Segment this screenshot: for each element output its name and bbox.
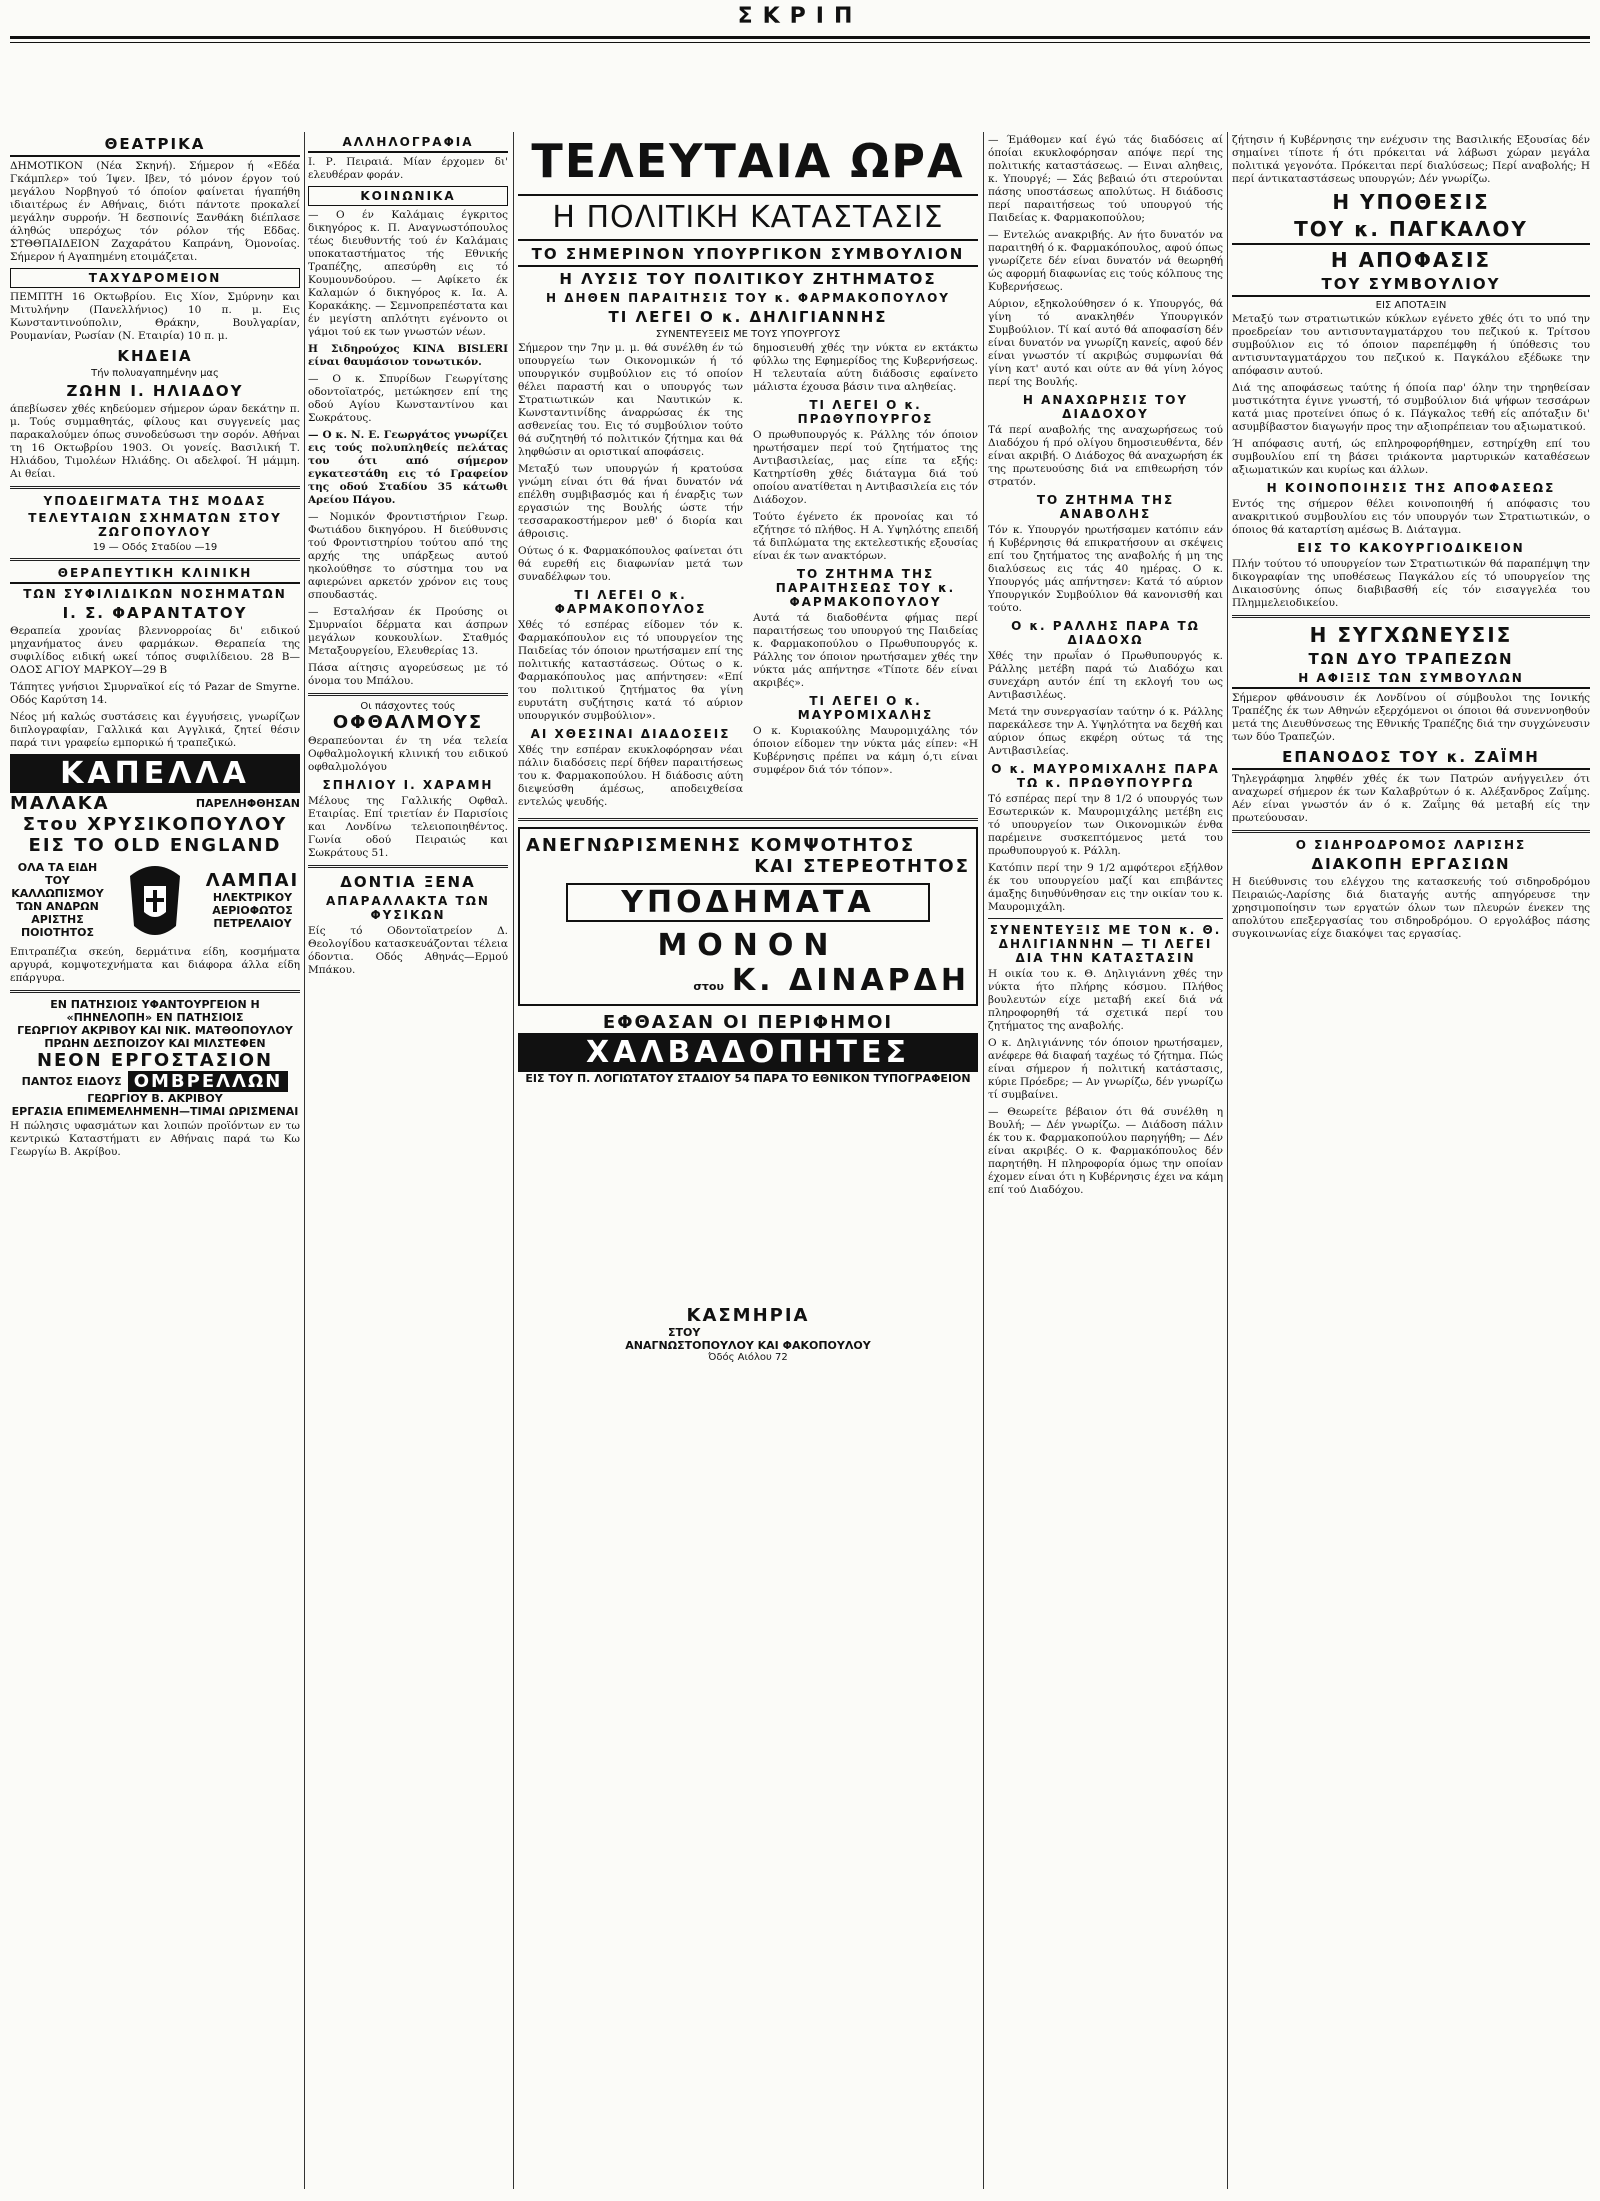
column-5 <box>1232 132 1590 2189</box>
lead-text-8: Τούτο έγένετο έκ προνοίας και τό εζήτησε τό πλήθος. Η Α. Υψηλότης επειδή τά διπλώματα της εκτελεστικής εξουσίας είναι έκ των ανακτόρων. <box>753 511 978 562</box>
aeriofotos: ΑΕΡΙΟΦΩΤΟΣ <box>212 904 293 917</box>
c4-text-7: Μετά την συνεργασίαν ταύτην ό κ. Ράλλης παρεκάλεσε την Α. Υψηλότητα να δεχθή και αύριον όπως εκφέρη ούτως τά της Αντιβασιλείας. <box>988 706 1223 757</box>
c5-heading-5: Ο ΣΙΔΗΡΟΔΡΟΜΟΣ ΛΑΡΙΣΗΣ <box>1295 838 1527 852</box>
divider <box>988 918 1223 919</box>
ad-anegnorismeni: ΑΝΕΓΝΩΡΙΣΜΕΝΗΣ ΚΟΜΨΟΤΗΤΟΣ <box>526 835 916 856</box>
c4-text-6: Χθές την πρωΐαν ό Πρωθυπουργός κ. Ράλλης μετέβη παρά τώ Διαδόχω και συνεχάρη αυτόν έπί τη εκλογή του ως Αντιβασιλέως. <box>988 650 1223 701</box>
divider <box>308 693 508 696</box>
ad-address: Όδός Αιόλου 72 <box>708 1352 788 1363</box>
c5-heading-5b: ΔΙΑΚΟΠΗ ΕΡΓΑΣΙΩΝ <box>1311 855 1511 873</box>
c4-subhead-1: Η ΑΝΑΧΩΡΗΣΙΣ ΤΟΥ ΔΙΑΔΟΧΟΥ <box>1022 393 1189 421</box>
aristis: ΑΡΙΣΤΗΣ <box>31 913 84 926</box>
c5-heading-4: ΕΠΑΝΟΔΟΣ ΤΟΥ κ. ΖΑΪΜΗ <box>1232 748 1590 770</box>
lead-subtitle: Η ΠΟΛΙΤΙΚΗ ΚΑΤΑΣΤΑΣΙΣ <box>518 194 978 241</box>
masthead <box>0 0 1600 128</box>
divider <box>518 818 978 821</box>
subhead-farmakopoulos: ΤΙ ΛΕΓΕΙ Ο κ. ΦΑΡΜΑΚΟΠΟΥΛΟΣ <box>554 588 707 616</box>
spacer <box>518 1085 978 1305</box>
c5-text-1: ζήτησιν ή Κυβέρνησις την ενέχυσιν της Βασιλικής Εξουσίας δέν σημαίνει τίποτε ή ότι πρόκειται νά λάβωσι χώραν μεγάλα πολιτικά γεγονότα. Πρόκειται περί διαλύσεως; Περί αναβολής; Η περί άντικαταστάσεως υπουργών; Δέν γνωρίζω. <box>1232 134 1590 185</box>
ombrellon-ad: ΟΜΒΡΕΛΛΩΝ <box>128 1071 289 1092</box>
c4-subhead-5: ΣΥΝΕΝΤΕΥΞΙΣ ΜΕ ΤΟΝ κ. Θ. ΔΗΛΙΓΙΑΝΝΗΝ — ΤΙ ΛΕΓΕΙ ΔΙΑ ΤΗΝ ΚΑΤΑΣΤΑΣΙΝ <box>989 923 1222 965</box>
ilektrikou: ΗΛΕΚΤΡΙΚΟΥ <box>212 891 293 904</box>
epitrapezia-text: Επιτραπέζια σκεύη, δερμάτινα είδη, κοσμήματα αργυρά, κομψοτεχνήματα και διάφορα άλλα είδη επάργυρα. <box>10 946 300 984</box>
chrysikopoulou-ad: Στου ΧΡΥΣΙΚΟΠΟΥΛΟΥ <box>22 814 288 835</box>
ad-anagnostopoulou: ΑΝΑΓΝΩΣΤΟΠΟΥΛΟΥ ΚΑΙ ΦΑΚΟΠΟΥΛΟΥ <box>625 1339 871 1352</box>
ad-stereotitos: ΚΑΙ ΣΤΕΡΕΟΤΗΤΟΣ <box>754 856 970 877</box>
column-divider <box>983 132 984 2189</box>
old-england-left <box>10 861 105 939</box>
headline-deligiannis: ΤΙ ΛΕΓΕΙ Ο κ. ΔΗΛΙΓΙΑΝΝΗΣ <box>608 308 888 326</box>
c4-text-10: Η οικία του κ. Θ. Δηλιγιάννη χθές την νύκτα ήτο πλήρης κόσμου. Πλήθος βουλευτών είχε μεταβή εκεί διά νά πληροφορηθή τά σχετικά περί του ζητήματος της αναβολής. <box>988 968 1223 1032</box>
ad-logiotatou: ΕΙΣ ΤΟΥ Π. ΛΟΓΙΩΤΑΤΟΥ ΣΤΑΔΙΟΥ 54 ΠΑΡΑ ΤΟ ΕΘΝΙΚΟΝ ΤΥΠΟΓΡΑΦΕΙΟΝ <box>525 1072 971 1085</box>
lead-text-5: Χθές την εσπέραν εκυκλοφόρησαν νέαι πάλιν διαδόσεις περί δήθεν παραιτήσεως του κ. Φαρμακοπούλου. Η διάδοσις αύτη διεψεύσθη άμέσως, αποδειχθείσα εντελώς ψευδής. <box>518 744 743 808</box>
c5-heading-1: Η ΥΠΟΘΕΣΙΣ <box>1332 190 1490 214</box>
c5-heading-2c: ΕΙΣ ΑΠΟΤΑΞΙΝ <box>1375 300 1447 311</box>
ad-stou2: ΣΤΟΥ <box>668 1326 701 1339</box>
poiotitos: ΠΟΙΟΤΗΤΟΣ <box>20 926 95 939</box>
neos-text: Νέος μή καλώς συστάσεις και έγγυήσεις, γνωρίζων διπλογραφίαν, Γαλλικά και Αγγλικά, ζητεί θέσιν παρά τινι γραφείω εμπορικώ ή τραπεζικώ. <box>10 711 300 749</box>
old-england-right <box>205 870 300 930</box>
malaka-ad: ΜΑΛΑΚΑ <box>10 793 110 814</box>
patision-ad: ΕΝ ΠΑΤΗΣΙΟΙΣ ΥΦΑΝΤΟΥΡΓΕΙΟΝ Η «ΠΗΝΕΛΟΠΗ» ΕΝ ΠΑΤΗΣΙΟΙΣ <box>50 998 260 1024</box>
eye-doctor: ΣΠΗΛΙΟΥ Ι. ΧΑΡΑΜΗ <box>322 778 494 792</box>
shoe-ad <box>518 827 978 1006</box>
divider <box>1232 830 1590 833</box>
headline-council: ΤΟ ΣΗΜΕΡΙΝΟΝ ΥΠΟΥΡΓΙΚΟΝ ΣΥΜΒΟΥΛΙΟΝ <box>518 245 978 267</box>
lead-text-1: Σήμερον την 7ην μ. μ. θά συνέλθη έν τώ υπουργείω των Οικονομικών ή τό υπουργικόν συμβούλιον εις τό οποίον θέλει παραστή και ο υπουργός των Στρατιωτικών και Ναυτικών κ. Κωνσταντινίδης άναρρώσας έκ της ασθενείας του. Εις τό συμβούλιον τούτο θά συζητηθή τό πολιτικόν ζήτημα και θά ληφθώσιν αι οριστικαί αποφάσεις. <box>518 342 743 458</box>
fashion-address: 19 — Οδός Σταδίου —19 <box>92 542 218 553</box>
note-3: — Ο κ. Ν. Ε. Γεωργάτος γνωρίζει εις τούς πολυπληθείς πελάτας του ότι από σήμερον εγκατεστάθη εις τό Γραφείον της οδού Σταδίου 35 κάτωθι Αρείου Πάγου. <box>308 429 508 506</box>
divider <box>1232 615 1590 618</box>
c4-subhead-3: Ο κ. ΡΑΛΛΗΣ ΠΑΡΑ ΤΩ ΔΙΑΔΟΧΩ <box>1011 619 1200 647</box>
subhead-premier: ΤΙ ΛΕΓΕΙ Ο κ. ΠΡΩΘΥΠΟΥΡΓΟΣ <box>797 398 934 426</box>
note-6: Πάσα αίτησις αγορεύσεως με τό όνομα του Μπάλου. <box>308 662 508 687</box>
neon-ad: ΝΕΟΝ ΕΡΓΟΣΤΑΣΙΟΝ <box>36 1050 274 1071</box>
lead-body <box>518 340 978 813</box>
lead-text-10: Ο κ. Κυριακούλης Μαυρομιχάλης τόν όποιον είδομεν την νύκτα μάς είπεν: «Η Κυβέρνησις πρέπει να κάμη ό,τι είναι συμφέρον διά τόν τόπον». <box>753 725 978 776</box>
column-divider <box>513 132 514 2189</box>
c5-text-5: Εντός της σήμερον θέλει κοινοποιηθή ή απόφασις του ανακριτικού συμβουλίου εις τόν υπουργόν των Στρατιωτικών, ο όποιος θά καταρτίση αμέσως Β. Διάταγμα. <box>1232 498 1590 536</box>
koinonika-text: — Ο έν Καλάμαις έγκριτος δικηγόρος κ. Π. Αναγνωστόπουλος τέως διευθυντής τού έν Καλάμαις υποκαταστήματος τής Εθνικής Τραπέζης, απεσύρθη εις τό Κουμουνδούρου. — Αφίκετο έκ Καλαμών ό δικηγόρος κ. Ια. Α. Κορακάκης. — Σεμνοπρεπέστατα και έν μεγίστη απλότητι εγένοντο οι γάμοι τού εκ των γνωστών νέων. <box>308 209 508 338</box>
c4-text-8: Τό εσπέρας περί την 8 1/2 ό υπουργός των Εσωτερικών κ. Μαυρομιχάλης μετέβη εις τό υπουργείον των Οικονομικών ένθα παρέμεινε συσκεπτόμενος μετά του πρωθυπουργού κ. Ράλλη. <box>988 793 1223 857</box>
koinonika-heading: ΚΟΙΝΩΝΙΚΑ <box>308 186 508 206</box>
divider <box>10 558 300 561</box>
footer-text: Η πώλησις υφασμάτων και λοιπών προϊόντων εν τω κεντρικώ Καταστήματι εν Αθήναις παρά τω Κω Γεωργίω Β. Ακρίβου. <box>10 1120 300 1158</box>
masthead-rule <box>10 36 1590 39</box>
clinic-text: Θεραπεία χρονίας βλεννορροίας δι' ειδικού μηχανήματος άνευ φαρμάκων. Θεραπεία της συφιλίδος ειδική ωκεί τόπος συφιλίδειου. 28 Β—ΟΔΟΣ ΑΓΙΟΥ ΜΑΡΚΟΥ—29 Β <box>10 625 300 676</box>
headline-interviews: ΣΥΝΕΝΤΕΥΞΕΙΣ ΜΕ ΤΟΥΣ ΥΠΟΥΡΓΟΥΣ <box>655 329 841 340</box>
lead-body-right <box>753 340 978 813</box>
kideia-text: άπεβίωσεν χθές κηδεύομεν σήμερον ώραν δεκάτην π. μ. Τούς συμμαθητάς, φίλους και συγγενείς μας παρακαλούμεν όπως συνοδεύσωσι την σορόν. Αθήναι τη 16 Οκτωβρίου 1903. Οι γονείς. Βασιλική Τ. Ηλιάδου, Τιμολέων Ηλιάδης. Οι αδελφοί. Ή μάμμη. Αι θείαι. <box>10 403 300 480</box>
subhead-rumours: ΑΙ ΧΘΕΣΙΝΑΙ ΔΙΑΔΟΣΕΙΣ <box>530 727 731 741</box>
teeth-title: ΔΟΝΤΙΑ ΞΕΝΑ <box>340 873 476 891</box>
lead-text-7: Ο πρωθυπουργός κ. Ράλλης τόν όποιον ηρωτήσαμεν περί τού ζητήματος της Αντιβασιλείας, μας είπε τα εξής: Κατηρτίσθη χθές διάταγμα διά τού οποίου ανατίθεται η Αντιβασιλεία εις τόν Διάδοχον. <box>753 429 978 506</box>
clinic-heading: ΘΕΡΑΠΕΥΤΙΚΗ ΚΛΙΝΙΚΗ <box>10 566 300 584</box>
lead-text-6: δημοσιευθή χθές την νύκτα εν εκτάκτω φύλλω της Εφημερίδος της Κυβερνήσεως. Η τελευταία αύτη διάδοσις εφαίνετο μάλιστα έχουσα βάσιν τινα αληθείας. <box>753 342 978 393</box>
note-5: — Εσταλήσαν έκ Προύσης οι Σμυρναίοι δέρματα και άσπρων μεγάλων κουκουλίων. Σταθμός Μεταξουργείου, Ελευθερίας 13. <box>308 606 508 657</box>
eye-title: ΟΦΘΑΛΜΟΥΣ <box>332 712 484 733</box>
note-4: — Νομικόν Φροντιστήριον Γεωρ. Φωτιάδου δικηγόρου. Η διεύθυνσις τού Φροντιστηρίου τούτου από της αρχής της υπάρξεως αυτού ηκολούθησε το σύστημα του να αφιερώνει αρκετόν χρόνον εις τους σπουδαστάς. <box>308 511 508 601</box>
c5-text-6: Πλήν τούτου τό υπουργείον των Στρατιωτικών θά παραπέμψη την δικογραφίαν της υποθέσεως Παγκάλου είς τό υπουργείον της Δικαιοσύνης όπως διαβιβασθή είς τόν εισαγγελέα του Πλημμελειοδικείου. <box>1232 558 1590 609</box>
tachydromeion-text: ΠΕΜΠΤΗ 16 Οκτωβρίου. Εις Χίον, Σμύρνην και Μιτυλήνην (Πανελλήνιος) 10 π. μ. Εις Κωνσταντινούπολιν, Θράκην, Βουλγαρίαν, Ρουμανίαν, Ρωσίαν (Ν. Εταιρία) 10 π. μ. <box>10 291 300 342</box>
lead-text-3: Ούτως ό κ. Φαρμακόπουλος φαίνεται ότι θά ευρεθή εις διαφωνίαν μετά των συναδέλφων του. <box>518 545 743 583</box>
old-england-block <box>10 856 300 944</box>
allilografia-text: Ι. Ρ. Πειραιά. Μίαν έρχομεν δι' ελευθέραν φοράν. <box>308 156 508 181</box>
ton-andron: ΤΩΝ ΑΝΔΡΩΝ <box>16 900 99 913</box>
ad-monon: ΜΟΝΟΝ <box>657 928 839 963</box>
c4-text-12: — Θεωρείτε βέβαιον ότι θά συνέλθη η Βουλή; — Δέν γνωρίζω. — Διάδοση πάλιν έκ του κ. Φαρμακοπούλου παρηγήθη; — Δέν είναι ακριβές. Ο κ. Φαρμακόπουλος δέν παρητήθη. Η πληροφορία όμως την οποίαν έχομεν είναι ότι η Κυβέρνησις έχει να κάμη επί τού Διαδόχου. <box>988 1106 1223 1196</box>
c5-heading-2b: ΤΟΥ ΣΥΜΒΟΥΛΙΟΥ <box>1232 275 1590 297</box>
akrivou-ad: ΓΕΩΡΓΙΟΥ ΑΚΡΙΒΟΥ ΚΑΙ ΝΙΚ. ΜΑΤΘΟΠΟΥΛΟΥ <box>17 1024 293 1037</box>
c5-heading-3c: Η ΑΦΙΞΙΣ ΤΩΝ ΣΥΜΒΟΥΛΩΝ <box>1232 671 1590 689</box>
clinic-doctor: Ι. Σ. ΦΑΡΑΝΤΑΤΟΥ <box>62 604 248 622</box>
allilografia-heading: ΑΛΛΗΛΟΓΡΑΦΙΑ <box>308 135 508 153</box>
fashion-heading: ΥΠΟΔΕΙΓΜΑΤΑ ΤΗΣ ΜΟΔΑΣ <box>43 494 267 508</box>
subhead-mavromichalis: ΤΙ ΛΕΓΕΙ Ο κ. ΜΑΥΡΟΜΙΧΑΛΗΣ <box>797 694 934 722</box>
c5-heading-3b: ΤΩΝ ΔΥΟ ΤΡΑΠΕΖΩΝ <box>1308 650 1514 668</box>
divider <box>10 486 300 489</box>
theatrika-text: ΔΗΜΟΤΙΚΟΝ (Νέα Σκηνή). Σήμερον ή «Εδέα Γκάμπλερ» τού Ίψεν. Ιβεν, τό μόνον έργον τού μεγάλου Νορβηγού τό όποίον φαίνεται ήγαπήθη ιδιαιτέρως έν Αθήναις, διότι πάντοτε προκαλεί μεγάλην συρροήν. Ή δεσποινίς Ξανθάκη διέπλασε άληθώς υπερόχως τόν ρόλον τής Εδδας. ΣΤΘΘΠΑΙΔΕΙΟΝ Ζαχαράτου Καπράνη, Όμονοίας. Σήμερον ή Αγαπημένη ετοιμάζεται. <box>10 160 300 263</box>
c4-text-1: — Έμάθομεν καί έγώ τάς διαδόσεις αί όποίαι εκυκλοφόρησαν απόψε περί της πολιτικής καταστάσεως. — Ειναι αληθεις, κ. Υπουργέ; — Σάς βεβαιώ ότι στερούνται πάσης υποστάσεως απολύτως. Η διάδοσις περί παραιτήσεως τού υπουργού τής Παιδείας κ. Φαρμακοπούλου; <box>988 134 1223 224</box>
kapella-ad: ΚΑΠΕΛΛΑ <box>10 754 300 793</box>
ad-efthasan: ΕΦΘΑΣΑΝ ΟΙ ΠΕΡΙΦΗΜΟΙ <box>602 1012 894 1033</box>
c4-text-3: Αύριον, εξηκολούθησεν ό κ. Υπουργός, θά γίνη τό ανακληθέν Υπουργικόν Συμβούλιον. Τί καί αυτό θά αποφασίση δέν είναι δυνατόν να γνωρίζη κανείς, αφού δέν είναι γνωστόν τί ακριβώς συμφωνίαι θά γίνη κατ' αυτό και ούτε αν θά γίνη λόγος περί της Βουλής. <box>988 298 1223 388</box>
lead-text-2: Μεταξύ των υπουργών ή κρατούσα γνώμη είναι ότι θά ήναι δυνατόν νά επέλθη συμβιβασμός και ή έναρξις των εργασιών της Βουλής ώστε τήν τεσσαρακοστήμερον μεθ' ό διορία και άθροισις. <box>518 463 743 540</box>
tapetes-text: Τάπητες γνήσιοι Σμυρναϊκοί είς τό Pazar de Smyrne. Οδός Καρύτση 14. <box>10 681 300 706</box>
pantos-eidous: ΠΑΝΤΟΣ ΕΙΔΟΥΣ <box>21 1075 122 1088</box>
headline-resignation: Η ΔΗΘΕΝ ΠΑΡΑΙΤΗΣΙΣ ΤΟΥ κ. ΦΑΡΜΑΚΟΠΟΥΛΟΥ <box>546 291 950 305</box>
column-2 <box>308 132 508 2189</box>
c5-text-2: Μεταξύ των στρατιωτικών κύκλων εγένετο χθές ότι το υπό την προεδρείαν του αντισυνταγματάρχου του πεζικού κ. Τρίτσου συμβούλιον εις τό όποιον παρεπέμφθη ή ύπόθεσις του αντισυνταγματάρχου του πεζικού κ. Παγκάλου εξέδωκε την απόφασιν αυτού. <box>1232 313 1590 377</box>
masthead-title: ΣΚΡΙΠ <box>737 4 863 29</box>
lampai: ΛΑΜΠΑΙ <box>205 870 300 891</box>
c5-heading-3: Η ΣΥΓΧΩΝΕΥΣΙΣ <box>1309 623 1513 647</box>
ola-ta-eidi: ΟΛΑ ΤΑ ΕΙΔΗ <box>17 861 98 874</box>
malaka-row <box>10 793 300 814</box>
c5-heading-1b: ΤΟΥ κ. ΠΑΓΚΑΛΟΥ <box>1232 217 1590 245</box>
c4-text-5: Τόν κ. Υπουργόν ηρωτήσαμεν κατόπιν εάν ή Κυβέρνησις θά επικρατήσουν αι σκέψεις επί του ζητήματος της αναβολής ή μη της διαλύσεως εις τάς 40 ημέρας. Ο κ. Υπουργός μάς απήντησεν: Κατά τό αύριον Υπουργικόν Συμβούλιον θά κανονισθή και τούτο. <box>988 524 1223 614</box>
c4-text-11: Ο κ. Δηλιγιάννης τόν όποιον ηρωτήσαμεν, ανέφερε θά διαφαή ταχέως τό ζήτημα. Πώς είναι σήμερον ή πολιτική κατάστασις, κύριε Πρόεδρε; — Αν γνωρίζω, δέν γνωρίζω τί συμβαίνει. <box>988 1037 1223 1101</box>
teeth-sub: ΑΠΑΡΑΛΛΑΚΤΑ ΤΩΝ ΦΥΣΙΚΩΝ <box>326 894 490 922</box>
lead-body-left <box>518 340 743 813</box>
ergasia-ad: ΕΡΓΑΣΙΑ ΕΠΙΜΕΜΕΛΗΜΕΝΗ—ΤΙΜΑΙ ΩΡΙΣΜΕΝΑΙ <box>11 1105 299 1118</box>
column-3 <box>518 132 978 2189</box>
eye-text: Θεραπεύονται έν τη νέα τελεία Οφθαλμολογική κλινική του ειδικού οφθαλμολόγου <box>308 735 508 773</box>
divider <box>10 990 300 993</box>
eye-intro: Οι πάσχοντες τούς <box>360 701 456 712</box>
divider <box>308 865 508 868</box>
c5-text-3: Διά της αποφάσεως ταύτης ή όποία παρ' όλην την τηρηθείσαν μυστικότητα έγινε γνωστή, τό συμβούλιον διά ψήφων τεσσάρων κατά μιας προτείνει όπως ό κ. Πάγκαλος τεθή είς απόταξιν δι' ασυμβίβαστον διαγωγήν προς την αξιοπρέπειαν του αξιωματικού. <box>1232 382 1590 433</box>
c5-subhead-2: ΕΙΣ ΤΟ ΚΑΚΟΥΡΓΙΟΔΙΚΕΙΟΝ <box>1297 541 1525 555</box>
c5-text-9: Η διεύθυνσις του ελέγχου της κατασκευής τού σιδηροδρόμου Πειραιώς-Λαρίσης διά διαταγής αυτής απηγόρευσε την χρησιμοποίησιν των εργατών όλων των πλευρών ένεκεν της απολύτου επεξεργασίας του σιδηροδρόμου. Ο εργολάβος πάσης συγκοινωνίας είχε διακόψει τας εργασίας. <box>1232 876 1590 940</box>
ad-kasmiria: ΚΑΣΜΗΡΙΑ <box>686 1305 810 1326</box>
clinic-sub: ΤΩΝ ΣΥΦΙΛΙΔΙΚΩΝ ΝΟΣΗΜΑΤΩΝ <box>23 587 287 601</box>
c4-text-9: Κατόπιν περί την 9 1/2 αμφότεροι εξήλθον έκ του υπουργείου μαζί και επιβάντες άμαξης διηυθύνθησαν εις την οικίαν του κ. Μαυρομιχάλη. <box>988 862 1223 913</box>
kallopismou: ΤΟΥ ΚΑΛΛΩΠΙΣΜΟΥ <box>11 874 104 900</box>
petreleou: ΠΕΤΡΕΛΑΙΟΥ <box>213 917 292 930</box>
c4-subhead-2: ΤΟ ΖΗΤΗΜΑ ΤΗΣ ΑΝΑΒΟΛΗΣ <box>1036 493 1175 521</box>
kideia-name: ΖΩΗΝ Ι. ΗΛΙΑΔΟΥ <box>66 382 244 400</box>
note-2: — Ο κ. Σπυρίδων Γεωργίτσης οδοντοϊατρός, μετώκησεν επί της οδού Αγίου Κωνσταντίνου και Σωκράτους. <box>308 373 508 424</box>
column-divider <box>1227 132 1228 2189</box>
proin-ad: ΠΡΩΗΝ ΔΕΣΠΟΙΖΟΥ ΚΑΙ ΜΙΛΣΤΕΦΕΝ <box>44 1037 266 1050</box>
c4-subhead-4: Ο κ. ΜΑΥΡΟΜΙΧΑΛΗΣ ΠΑΡΑ ΤΩ κ. ΠΡΩΘΥΠΟΥΡΓΩ <box>991 762 1220 790</box>
c5-text-7: Σήμερον φθάνουσιν έκ Λονδίνου οί σύμβουλοι της Ιονικής Τραπέζης έκ των Αθηνών εξερχόμενοι οι όποιοι θά συνεννοηθούν μετά της Διευθύνσεως της Εθνικής Τραπέζης διά την συγχώνευσιν των δύο Τραπεζών. <box>1232 692 1590 743</box>
masthead-rule-thin <box>10 42 1590 43</box>
ad-stou: στου <box>693 980 724 993</box>
tachydromeion-heading: ΤΑΧΥΔΡΟΜΕΙΟΝ <box>10 268 300 288</box>
arrived-ad: ΠΑΡΕΛΗΦΘΗΣΑΝ <box>195 797 300 810</box>
lead-text-9: Αυτά τά διαδοθέντα φήμας περί παραιτήσεως του υπουργού της Παιδείας κ. Φαρμακοπούλου ο Πρωθυπουργός κ. Ράλλης τον όποιον ηρωτήσαμεν χθές την νύκτα μάς απήντησε «Τίποτε δέν είναι ακριβές». <box>753 612 978 689</box>
teeth-text: Είς τό Οδοντοϊατρείον Δ. Θεολογίδου κατασκευάζονται τέλεια όδοντια. Οδός Αθηνάς—Ερμού Μπάκου. <box>308 925 508 976</box>
eye-detail: Μέλους της Γαλλικής Οφθαλ. Εταιρίας. Επί τριετίαν έν Παρισίοις και Λονδίνω τελειοποιηθέντος. Γωνία οδού Πειραιώς και Σωκράτους 51. <box>308 795 508 859</box>
c4-text-4: Τά περί αναβολής της αναχωρήσεως τού Διαδόχου ή πρό ολίγου δημοσιευθέντα, δέν είναι ακριβή. Ο Διάδοχος θά αναχωρήση έκ της πρωτευούσης διά να επιθεωρήση τόν στρατόν. <box>988 424 1223 488</box>
ombrellon-row <box>10 1071 300 1092</box>
old-england-ad: ΕΙΣ ΤΟ OLD ENGLAND <box>28 835 282 856</box>
ad-chalvadopites: ΧΑΛΒΑΔΟΠΗΤΕΣ <box>518 1033 978 1072</box>
kideia-intro: Τήν πολυαγαπημένην μας <box>91 368 219 379</box>
theatrika-heading: ΘΕΑΤΡΙΚΑ <box>10 135 300 157</box>
c5-text-8: Τηλεγράφημα ληφθέν χθές έκ των Πατρών ανήγγειλεν ότι αναχωρεί σήμερον έκ των Καλαβρύτων ό κ. Αλέξανδρος Ζαΐμης. Αέν είναι γνωστόν άν ό κ. Ζαΐμης θά μεταβή είς την πρωτεύουσαν. <box>1232 773 1590 824</box>
lead-text-4: Χθές τό εσπέρας είδομεν τόν κ. Φαρμακόπουλον εις τό υπουργείον της Παιδείας τόν όποιον ηρωτήσαμεν επί της πολιτικής καταστάσεως. Ούτως ο κ. Φαρμακόπουλος μας απήντησεν: «Επί του πολιτικού ζητήματος θα γίνη ευρυτάτη συζήτησις κατά τό αύριον υπουργικόν συμβούλιον». <box>518 619 743 722</box>
georgiou-ad: ΓΕΩΡΓΙΟΥ Β. ΑΚΡΙΒΟΥ <box>87 1092 223 1105</box>
column-divider <box>304 132 305 2189</box>
royal-crest-icon <box>120 856 190 944</box>
column-4 <box>988 132 1223 2189</box>
c5-heading-2: Η ΑΠΟΦΑΣΙΣ <box>1330 248 1492 272</box>
ad-dinardi: Κ. ΔΙΝΑΡΔΗ <box>731 963 970 998</box>
c4-text-2: — Εντελώς ανακριβής. Αν ήτο δυνατόν να παραιτηθή ό κ. Φαρμακόπουλος, αφού όπως γνωρίζετε δέν είναι δυνατόν νά θεωρηθή ώς αφορμή διαφωνίας εις τούς κόλπους της Κυβερνήσεως. <box>988 229 1223 293</box>
subhead-resignation-issue: ΤΟ ΖΗΤΗΜΑ ΤΗΣ ΠΑΡΑΙΤΗΣΕΩΣ ΤΟΥ κ. ΦΑΡΜΑΚΟΠΟΥΛΟΥ <box>775 567 956 609</box>
fashion-sub: ΤΕΛΕΥΤΑΙΩΝ ΣΧΗΜΑΤΩΝ ΣΤΟΥ ΖΩΓΟΠΟΥΛΟΥ <box>28 511 282 539</box>
c5-subhead-1: Η ΚΟΙΝΟΠΟΙΗΣΙΣ ΤΗΣ ΑΠΟΦΑΣΕΩΣ <box>1266 481 1556 495</box>
headline-solution: Η ΛΥΣΙΣ ΤΟΥ ΠΟΛΙΤΙΚΟΥ ΖΗΤΗΜΑΤΟΣ <box>559 270 937 288</box>
dinardi-row <box>526 963 970 998</box>
c5-text-4: Ή απόφασις αυτή, ώς επληροφορήθημεν, εστηρίχθη επί του συμβουλίου επί τη βάσει τριάκοντα μαρτυρικών καταθέσεων αξιωματικών και κυρίως και άλλων. <box>1232 438 1590 476</box>
lead-title: ΤΕΛΕΥΤΑΙΑ ΩΡΑ <box>531 134 965 188</box>
column-1 <box>10 132 300 2189</box>
kideia-heading: ΚΗΔΕΙΑ <box>117 347 193 365</box>
bisleri-text: Η Σιδηρούχος ΚΙΝΑ BISLERI είναι θαυμάσιον τονωτικόν. <box>308 343 508 368</box>
ad-ypodimata: ΥΠΟΔΗΜΑΤΑ <box>566 883 930 922</box>
